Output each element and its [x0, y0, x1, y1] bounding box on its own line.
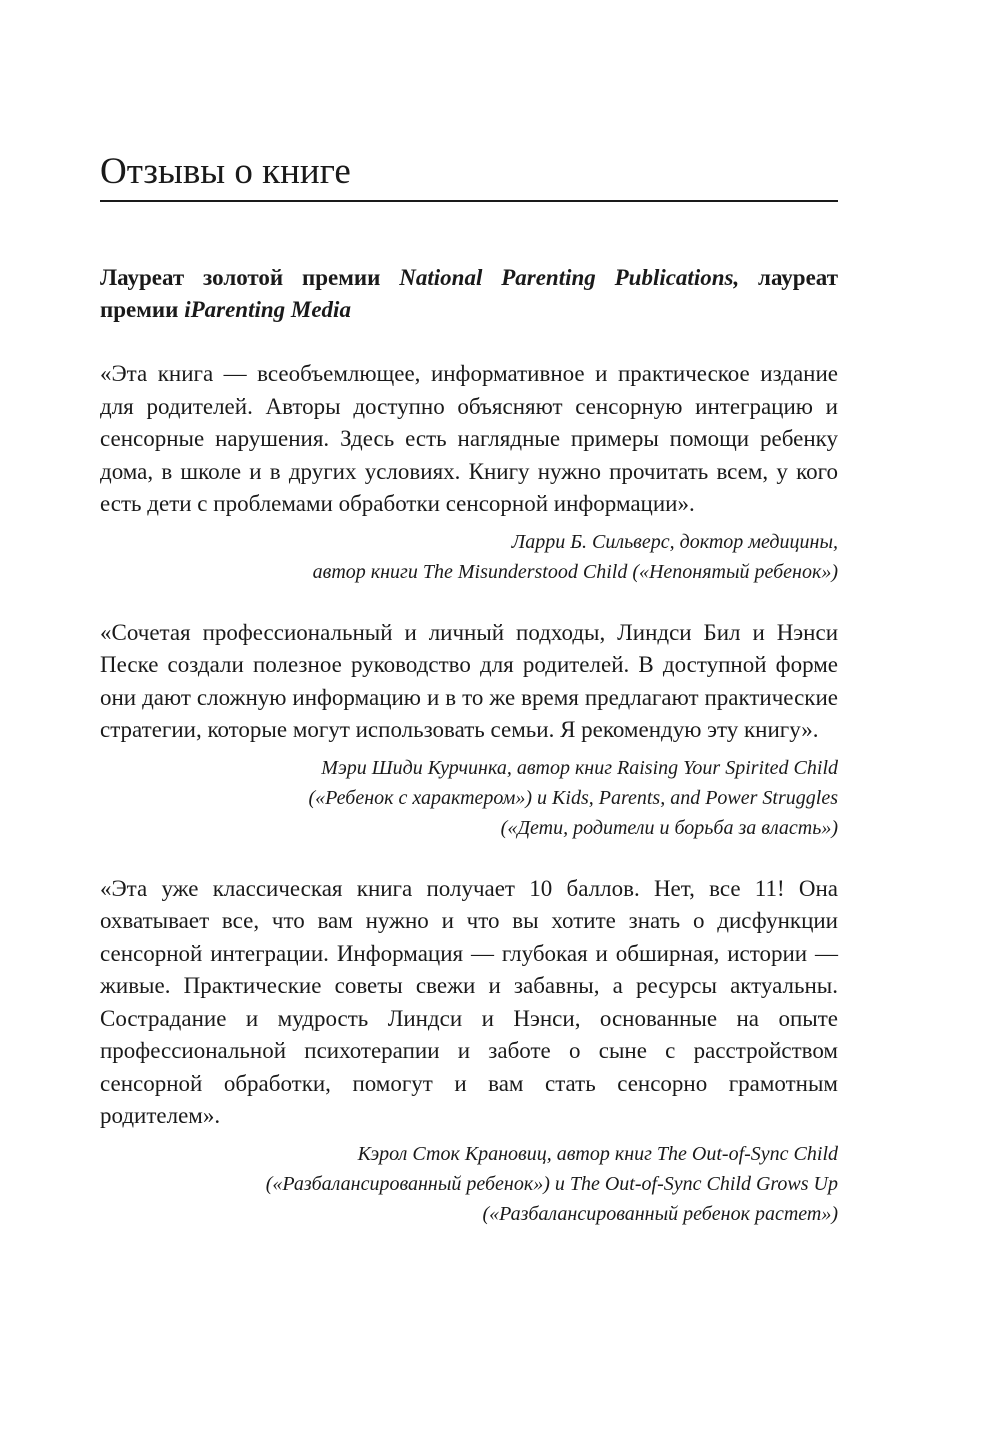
attribution-line: («Дети, родители и борьба за власть»)	[500, 816, 838, 839]
attribution-line: («Разбалансированный ребенок растет»)	[482, 1202, 838, 1225]
page-content	[100, 150, 838, 1229]
review-attribution	[100, 1139, 838, 1229]
attribution-line: автор книги The Misunderstood Child («Непонятый ребенок»)	[312, 560, 838, 583]
award-part2-italic: iParenting Media	[184, 297, 351, 322]
review-3	[100, 873, 838, 1229]
review-quote: «Эта уже классическая книга получает 10 баллов. Нет, все 11! Она охватывает все, что вам нужно и что вы хотите знать о дисфункции сенсорной интеграции. Информация — глубокая и обширная, истории — живые. Практические советы свежи и забавны, а ресурсы актуальны. Сострадание и мудрость Линдси и Нэнси, основанные на опыте профессиональной психотерапии и заботе о сыне с расстройством сенсорной обработки, помогут и вам стать сенсорно грамотным родителем».	[100, 875, 838, 1128]
review-quote: «Сочетая профессиональный и личный подходы, Линдси Бил и Нэнси Песке создали полезное руководство для родителей. В доступной форме они дают сложную информацию и в то же время предлагают практические стратегии, которые могут использовать семьи. Я рекомендую эту книгу».	[100, 619, 838, 742]
attribution-line: Мэри Шиди Курчинка, автор книг Raising Your Spirited Child	[321, 756, 838, 779]
title-rule	[100, 200, 838, 202]
review-2	[100, 617, 838, 843]
review-quote: «Эта книга — всеобъемлющее, информативное и практическое издание для родителей. Авторы доступно объясняют сенсорную интеграцию и сенсорные нарушения. Здесь есть наглядные примеры помощи ребенку дома, в школе и в других условиях. Книгу нужно прочитать всем, у кого есть дети с проблемами обработки сенсорной информации».	[100, 361, 838, 516]
award-part1-italic: National Parenting Publications,	[399, 265, 740, 290]
attribution-line: Кэрол Сток Крановиц, автор книг The Out-of-Sync Child	[357, 1142, 838, 1165]
review-1	[100, 358, 838, 587]
award-text	[100, 262, 838, 326]
attribution-line: («Ребенок с характером») и Kids, Parents, and Power Struggles	[308, 786, 838, 809]
attribution-line: Ларри Б. Сильверс, доктор медицины,	[511, 530, 838, 553]
review-attribution	[100, 753, 838, 843]
award-part2: лауреат премии	[100, 265, 838, 322]
page-title: Отзывы о книге	[100, 151, 351, 192]
award-part1: Лауреат золотой премии	[100, 265, 400, 290]
review-attribution	[100, 527, 838, 587]
attribution-line: («Разбалансированный ребенок») и The Out-of-Sync Child Grows Up	[265, 1172, 838, 1195]
